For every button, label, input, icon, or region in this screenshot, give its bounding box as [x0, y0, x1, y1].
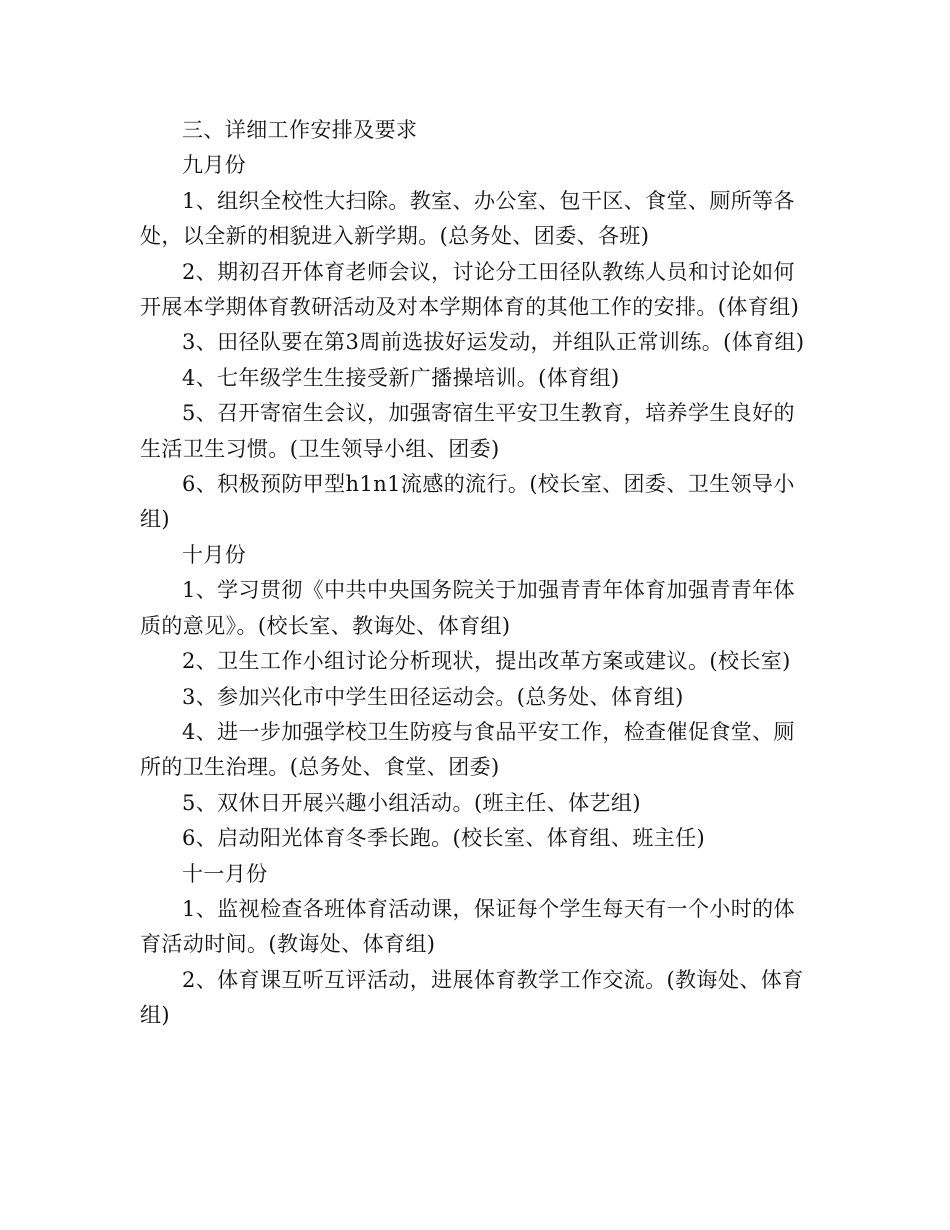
list-item: 2、体育课互听互评活动，进展体育教学工作交流。(教诲处、体育组) — [140, 967, 804, 1028]
month-heading-september: 九月份 — [182, 153, 247, 178]
list-item: 5、召开寄宿生会议，加强寄宿生平安卫生教育，培养学生良好的生活卫生习惯。(卫生领导小组、团委) — [140, 401, 795, 461]
list-item: 1、监视检查各班体育活动课，保证每个学生每天有一个小时的体育活动时间。(教诲处、体育组) — [140, 896, 795, 957]
list-item: 4、进一步加强学校卫生防疫与食品平安工作，检查催促食堂、厕所的卫生治理。(总务处、食堂、团委) — [140, 719, 795, 780]
list-item: 1、组织全校性大扫除。教室、办公室、包干区、食堂、厕所等各处，以全新的相貌进入新学期。(总务处、团委、各班) — [140, 188, 795, 249]
month-heading-november: 十一月份 — [182, 861, 268, 886]
document-body — [140, 113, 812, 1034]
list-item: 3、参加兴化市中学生田径运动会。(总务处、体育组) — [182, 684, 684, 709]
list-item: 6、启动阳光体育冬季长跑。(校长室、体育组、班主任) — [182, 826, 706, 851]
list-item: 6、积极预防甲型h1n1流感的流行。(校长室、团委、卫生领导小组) — [140, 472, 795, 532]
list-item: 1、学习贯彻《中共中央国务院关于加强青青年体育加强青青年体质的意见》。(校长室、教诲处、体育组) — [140, 578, 795, 638]
list-item: 2、卫生工作小组讨论分析现状，提出改革方案或建议。(校长室) — [182, 649, 791, 674]
list-item: 5、双休日开展兴趣小组活动。(班主任、体艺组) — [182, 790, 641, 815]
list-item: 2、期初召开体育老师会议，讨论分工田径队教练人员和讨论如何开展本学期体育教研活动及对本学期体育的其他工作的安排。(体育组) — [140, 259, 800, 320]
section-title: 三、详细工作安排及要求 — [182, 118, 418, 142]
month-heading-october: 十月份 — [182, 542, 247, 567]
list-item: 4、七年级学生生接受新广播操培训。(体育组) — [182, 365, 620, 390]
list-item: 3、田径队要在第3周前选拔好运发动，并组队正常训练。(体育组) — [182, 330, 805, 355]
